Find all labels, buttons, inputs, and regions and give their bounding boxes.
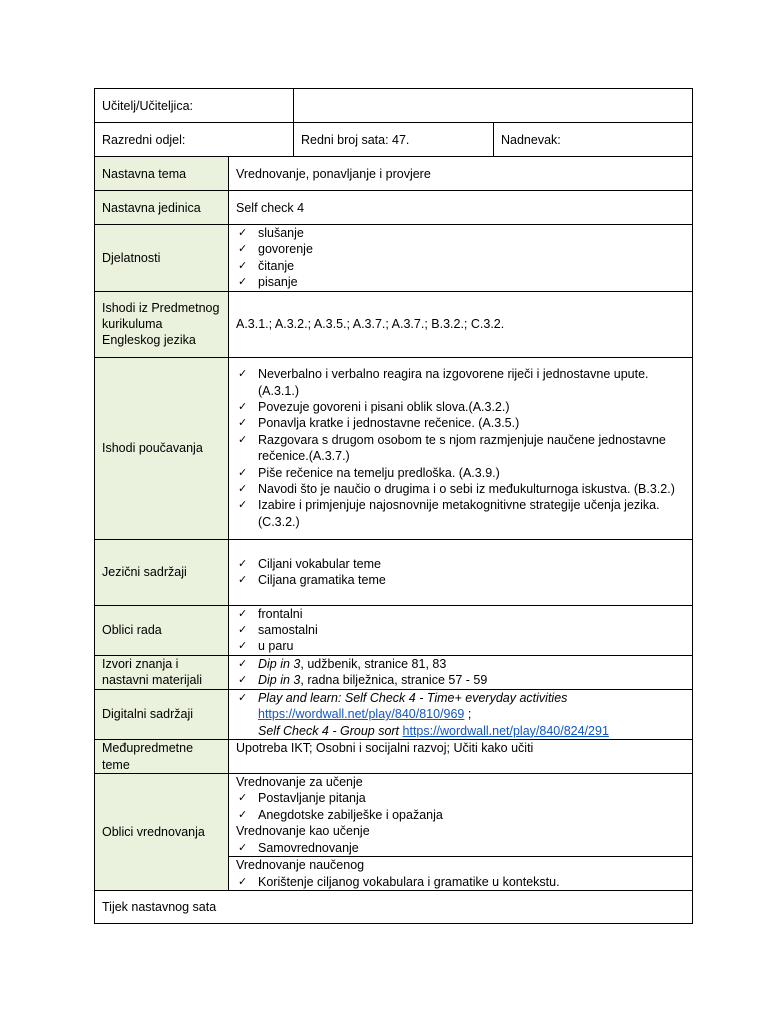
check-icon: ✓ bbox=[238, 623, 248, 637]
sources-list bbox=[236, 656, 685, 689]
list-item: ✓ Ciljani vokabular teme bbox=[238, 556, 381, 571]
assessment-cell-a bbox=[229, 774, 693, 857]
list-item: ✓ Ponavlja kratke i jednostavne rečenice. (A.3.5.) bbox=[238, 416, 520, 431]
curriculum-outcomes-value: A.3.1.; A.3.2.; A.3.5.; A.3.7.; A.3.7.; B.3.2.; C.3.2. bbox=[229, 291, 693, 357]
row-digital bbox=[95, 689, 693, 739]
row-topic bbox=[95, 157, 693, 191]
work-forms-list bbox=[236, 606, 685, 655]
check-icon: ✓ bbox=[238, 690, 248, 704]
row-crosscurricular bbox=[95, 740, 693, 774]
digital-cell bbox=[229, 689, 693, 739]
list-item: ✓ Dip in 3, udžbenik, stranice 81, 83 bbox=[238, 656, 447, 671]
list-item: ✓ Navodi što je naučio o drugima i o sebi iz međukulturnoga iskustva. (B.3.2.) bbox=[238, 481, 675, 496]
list-item: ✓ Ciljana gramatika teme bbox=[238, 573, 386, 588]
check-icon: ✓ bbox=[238, 656, 248, 670]
work-forms-cell bbox=[229, 605, 693, 655]
topic-value: Vrednovanje, ponavljanje i provjere bbox=[229, 157, 693, 191]
list-item: ✓ slušanje bbox=[238, 226, 304, 240]
row-teaching-outcomes bbox=[95, 357, 693, 539]
crosscurricular-label: Međupredmetne teme bbox=[95, 740, 229, 774]
topic-label: Nastavna tema bbox=[95, 157, 229, 191]
lesson-number: Redni broj sata: 47. bbox=[294, 123, 494, 157]
teaching-outcomes-cell bbox=[229, 357, 693, 539]
list-item: ✓ Play and learn: Self Check 4 - Time+ everyday activities https://wordwall.net/play/840/810/969 ; Self Check 4 - Group sort https://wordwall.net/play/840/824/291 bbox=[238, 690, 609, 738]
row-assessment-a bbox=[95, 774, 693, 857]
list-item: ✓ Izabire i primjenjuje najosnovnije metakognitivne strategije učenja jezika. (C.3.2.) bbox=[238, 498, 660, 529]
work-forms-label: Oblici rada bbox=[95, 605, 229, 655]
assessment-as-learning-list bbox=[236, 840, 685, 856]
check-icon: ✓ bbox=[238, 432, 248, 446]
check-icon: ✓ bbox=[238, 399, 248, 413]
list-item: ✓ Samovrednovanje bbox=[238, 840, 359, 855]
unit-label: Nastavna jedinica bbox=[95, 191, 229, 225]
list-item: ✓ Postavljanje pitanja bbox=[238, 791, 366, 806]
list-item: ✓ pisanje bbox=[238, 275, 298, 290]
list-item: ✓ Povezuje govoreni i pisani oblik slova.(A.3.2.) bbox=[238, 399, 510, 414]
check-icon: ✓ bbox=[238, 242, 248, 256]
assessment-of-learning-list bbox=[236, 874, 685, 890]
curriculum-outcomes-label: Ishodi iz Predmetnog kurikuluma Engleskog jezika bbox=[95, 291, 229, 357]
assessment-label: Oblici vrednovanja bbox=[95, 774, 229, 891]
assessment-as-learning-title: Vrednovanje kao učenje bbox=[236, 824, 370, 839]
list-item: ✓ čitanje bbox=[238, 258, 295, 273]
language-content-label: Jezični sadržaji bbox=[95, 539, 229, 605]
list-item: ✓ Neverbalno i verbalno reagira na izgovorene riječi i jednostavne upute. (A.3.1.) bbox=[238, 367, 649, 398]
check-icon: ✓ bbox=[238, 556, 248, 570]
check-icon: ✓ bbox=[238, 258, 248, 272]
check-icon: ✓ bbox=[238, 606, 248, 620]
activities-label: Djelatnosti bbox=[95, 225, 229, 292]
row-sources bbox=[95, 655, 693, 689]
list-item: ✓ Anegdotske zabilješke i opažanja bbox=[238, 807, 443, 822]
check-icon: ✓ bbox=[238, 791, 248, 805]
check-icon: ✓ bbox=[238, 874, 248, 888]
class-label: Razredni odjel: bbox=[95, 123, 294, 157]
assessment-for-learning-title: Vrednovanje za učenje bbox=[236, 775, 363, 790]
list-item: ✓ govorenje bbox=[238, 242, 313, 257]
teaching-outcomes-label: Ishodi poučavanja bbox=[95, 357, 229, 539]
wordwall-link-2[interactable]: https://wordwall.net/play/840/824/291 bbox=[402, 723, 609, 738]
language-content-list bbox=[236, 556, 685, 589]
check-icon: ✓ bbox=[238, 498, 248, 512]
check-icon: ✓ bbox=[238, 416, 248, 430]
row-language-content bbox=[95, 539, 693, 605]
check-icon: ✓ bbox=[238, 807, 248, 821]
list-item: ✓ Dip in 3, radna bilježnica, stranice 57 - 59 bbox=[238, 673, 488, 688]
wordwall-link-1[interactable]: https://wordwall.net/play/840/810/969 bbox=[258, 707, 465, 722]
check-icon: ✓ bbox=[238, 840, 248, 854]
list-item: ✓ Piše rečenice na temelju predloška. (A.3.9.) bbox=[238, 465, 500, 480]
check-icon: ✓ bbox=[238, 573, 248, 587]
assessment-for-learning-list bbox=[236, 790, 685, 823]
sources-label: Izvori znanja i nastavni materijali bbox=[95, 655, 229, 689]
row-class bbox=[95, 123, 693, 157]
activities-list bbox=[236, 225, 685, 291]
digital-label: Digitalni sadržaji bbox=[95, 689, 229, 739]
check-icon: ✓ bbox=[238, 465, 248, 479]
teacher-label: Učitelj/Učiteljica: bbox=[95, 89, 294, 123]
crosscurricular-value: Upotreba IKT; Osobni i socijalni razvoj; Učiti kako učiti bbox=[229, 740, 693, 774]
date-label: Nadnevak: bbox=[494, 123, 693, 157]
unit-value: Self check 4 bbox=[229, 191, 693, 225]
row-activities bbox=[95, 225, 693, 292]
row-lesson-flow bbox=[95, 891, 693, 924]
activities-list-cell bbox=[229, 225, 693, 292]
check-icon: ✓ bbox=[238, 226, 248, 239]
list-item: ✓ u paru bbox=[238, 639, 294, 654]
assessment-of-learning-title: Vrednovanje naučenog bbox=[236, 858, 365, 873]
teaching-outcomes-list bbox=[236, 366, 685, 530]
list-item: ✓ Korištenje ciljanog vokabulara i gramatike u kontekstu. bbox=[238, 874, 560, 889]
check-icon: ✓ bbox=[238, 639, 248, 653]
row-teacher bbox=[95, 89, 693, 123]
assessment-cell-b bbox=[229, 857, 693, 891]
lesson-flow-label: Tijek nastavnog sata bbox=[95, 891, 693, 924]
teacher-value[interactable] bbox=[294, 89, 693, 123]
list-item: ✓ frontalni bbox=[238, 606, 303, 621]
check-icon: ✓ bbox=[238, 367, 248, 381]
language-content-cell bbox=[229, 539, 693, 605]
list-item: ✓ Razgovara s drugom osobom te s njom razmjenjuje naučene jednostavne rečenice.(A.3.7.) bbox=[238, 432, 666, 464]
check-icon: ✓ bbox=[238, 673, 248, 687]
check-icon: ✓ bbox=[238, 275, 248, 289]
digital-list bbox=[236, 690, 685, 739]
lesson-plan-table bbox=[94, 88, 693, 924]
sources-cell bbox=[229, 655, 693, 689]
row-unit bbox=[95, 191, 693, 225]
row-work-forms bbox=[95, 605, 693, 655]
row-curriculum-outcomes bbox=[95, 291, 693, 357]
list-item: ✓ samostalni bbox=[238, 623, 318, 638]
check-icon: ✓ bbox=[238, 481, 248, 495]
